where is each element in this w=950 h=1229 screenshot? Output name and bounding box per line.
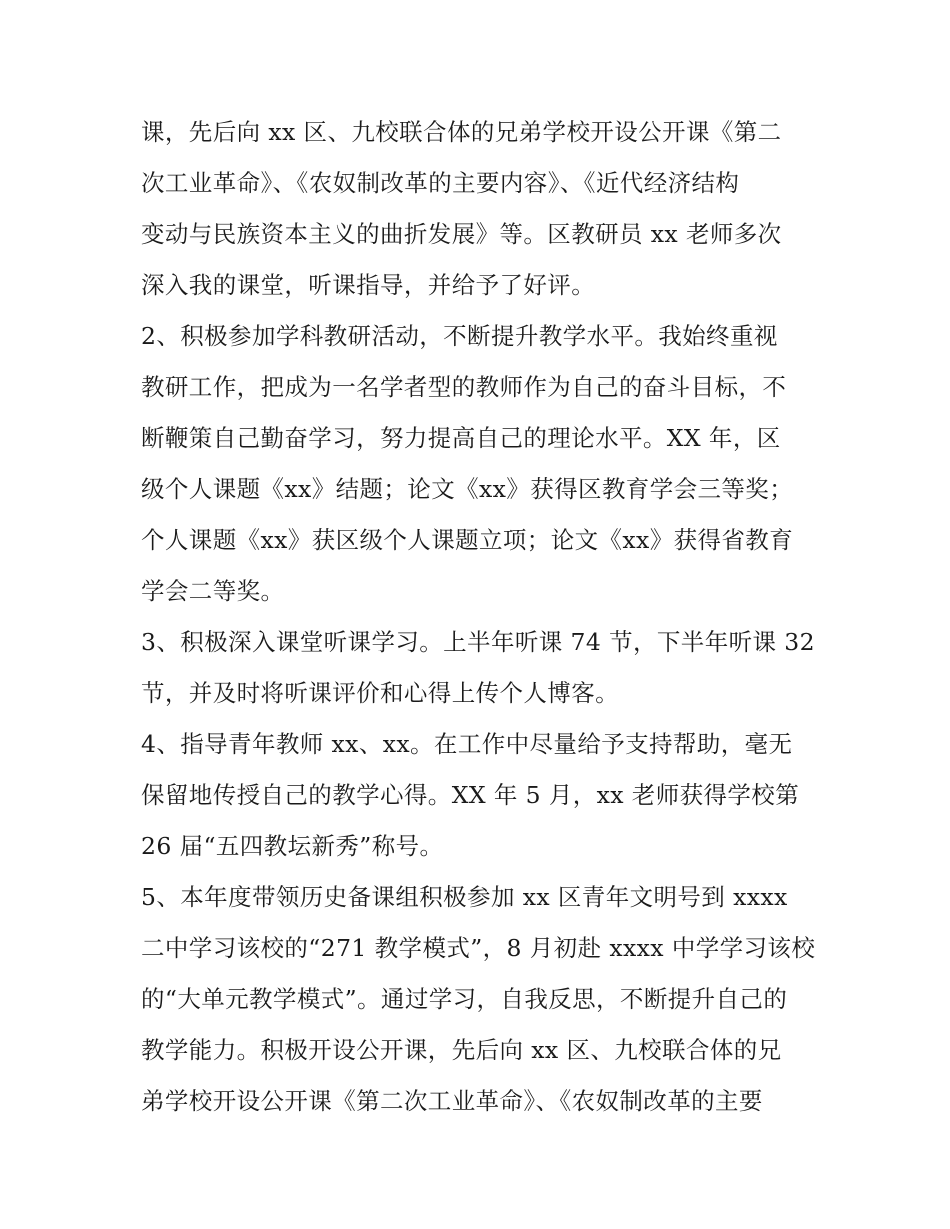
text-line: 个人课题《xx》获区级个人课题立项；论文《xx》获得省教育 [141, 526, 794, 554]
text-line: 3、积极深入课堂听课学习。上半年听课 74 节，下半年听课 32 [141, 628, 815, 656]
text-line: 4、指导青年教师 xx、xx。在工作中尽量给予支持帮助，毫无 [141, 730, 793, 758]
text-line: 深入我的课堂，听课指导，并给予了好评。 [141, 271, 596, 299]
text-line: 的“大单元教学模式”。通过学习，自我反思，不断提升自己的 [141, 985, 788, 1013]
text-line: 学会二等奖。 [141, 577, 285, 605]
text-line: 5、本年度带领历史备课组积极参加 xx 区青年文明号到 xxxx [141, 883, 788, 911]
text-line: 次工业革命》、《农奴制改革的主要内容》、《近代经济结构 [141, 169, 740, 197]
text-line: 二中学习该校的“271 教学模式”，8 月初赴 xxxx 中学学习该校 [141, 934, 816, 962]
text-line: 节，并及时将听课评价和心得上传个人博客。 [141, 679, 619, 707]
body-text [141, 107, 821, 1127]
text-line: 课，先后向 xx 区、九校联合体的兄弟学校开设公开课《第二 [141, 118, 782, 146]
text-line: 级个人课题《xx》结题；论文《xx》获得区教育学会三等奖； [141, 475, 794, 503]
text-line: 变动与民族资本主义的曲折发展》等。区教研员 xx 老师多次 [141, 220, 782, 248]
text-line: 弟学校开设公开课《第二次工业革命》、《农奴制改革的主要 [141, 1087, 763, 1115]
text-line: 保留地传授自己的教学心得。XX 年 5 月，xx 老师获得学校第 [141, 781, 800, 809]
text-line: 断鞭策自己勤奋学习，努力提高自己的理论水平。XX 年，区 [141, 424, 781, 452]
text-line: 教研工作，把成为一名学者型的教师作为自己的奋斗目标，不 [141, 373, 787, 401]
text-line: 教学能力。积极开设公开课，先后向 xx 区、九校联合体的兄 [141, 1036, 782, 1064]
text-line: 26 届“五四教坛新秀”称号。 [141, 832, 444, 860]
text-line: 2、积极参加学科教研活动，不断提升教学水平。我始终重视 [141, 322, 778, 350]
